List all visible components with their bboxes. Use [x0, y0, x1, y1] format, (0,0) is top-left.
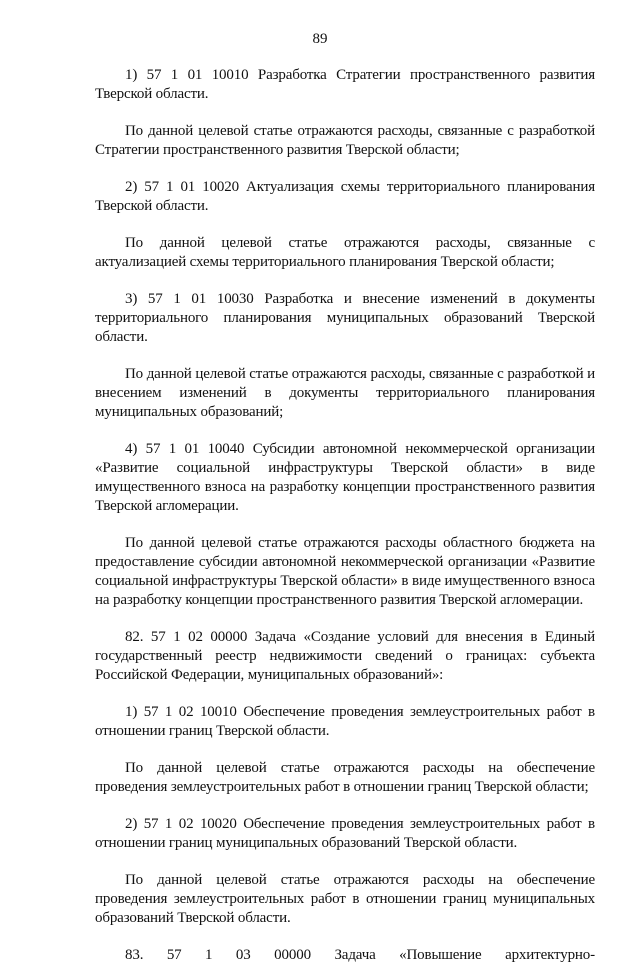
paragraph-description-1: По данной целевой статье отражаются расходы, связанные с разработкой Стратегии пространственного развития Тверской области;: [95, 123, 595, 158]
paragraph-item-2: 2) 57 1 01 10020 Актуализация схемы территориального планирования Тверской области.: [95, 179, 595, 214]
paragraph-description-2: По данной целевой статье отражаются расходы, связанные с актуализацией схемы территориального планирования Тверской области;: [95, 235, 595, 270]
paragraph-description-4: По данной целевой статье отражаются расходы областного бюджета на предоставление субсидии автономной некоммерческой организации «Развитие социальной инфраструктуры Тверской области» в виде имущественного взноса на разработку концепции пространственного развития Тверской агломерации.: [95, 535, 595, 608]
paragraph-task-82-description-1: По данной целевой статье отражаются расходы на обеспечение проведения землеустроительных работ в отношении границ Тверской области;: [95, 760, 595, 795]
paragraph-task-82-item-2: 2) 57 1 02 10020 Обеспечение проведения землеустроительных работ в отношении границ муниципальных образований Тверской области.: [95, 816, 595, 851]
paragraph-item-4: 4) 57 1 01 10040 Субсидии автономной некоммерческой организации «Развитие социальной инфраструктуры Тверской области» в виде имущественного взноса на разработку концепции пространственного развития Тверской агломерации.: [95, 441, 595, 514]
paragraph-task-82-item-1: 1) 57 1 02 10010 Обеспечение проведения землеустроительных работ в отношении границ Тверской области.: [95, 704, 595, 739]
paragraph-description-3: По данной целевой статье отражаются расходы, связанные с разработкой и внесением изменений в документы территориального планирования муниципальных образований;: [95, 366, 595, 420]
paragraph-task-83: 83. 57 1 03 00000 Задача «Повышение архитектурно-: [125, 947, 595, 963]
document-body: [95, 66, 595, 965]
paragraph-item-1: 1) 57 1 01 10010 Разработка Стратегии пространственного развития Тверской области.: [95, 67, 595, 102]
paragraph-task-82: 82. 57 1 02 00000 Задача «Создание условий для внесения в Единый государственный реестр недвижимости сведений о границах: субъекта Российской Федерации, муниципальных образований»:: [95, 629, 595, 683]
paragraph-item-3: 3) 57 1 01 10030 Разработка и внесение изменений в документы территориального планирования муниципальных образований Тверской области.: [95, 291, 595, 345]
paragraph-task-82-description-2: По данной целевой статье отражаются расходы на обеспечение проведения землеустроительных работ в отношении границ муниципальных образований Тверской области.: [95, 872, 595, 926]
page-number: 89: [312, 31, 328, 47]
